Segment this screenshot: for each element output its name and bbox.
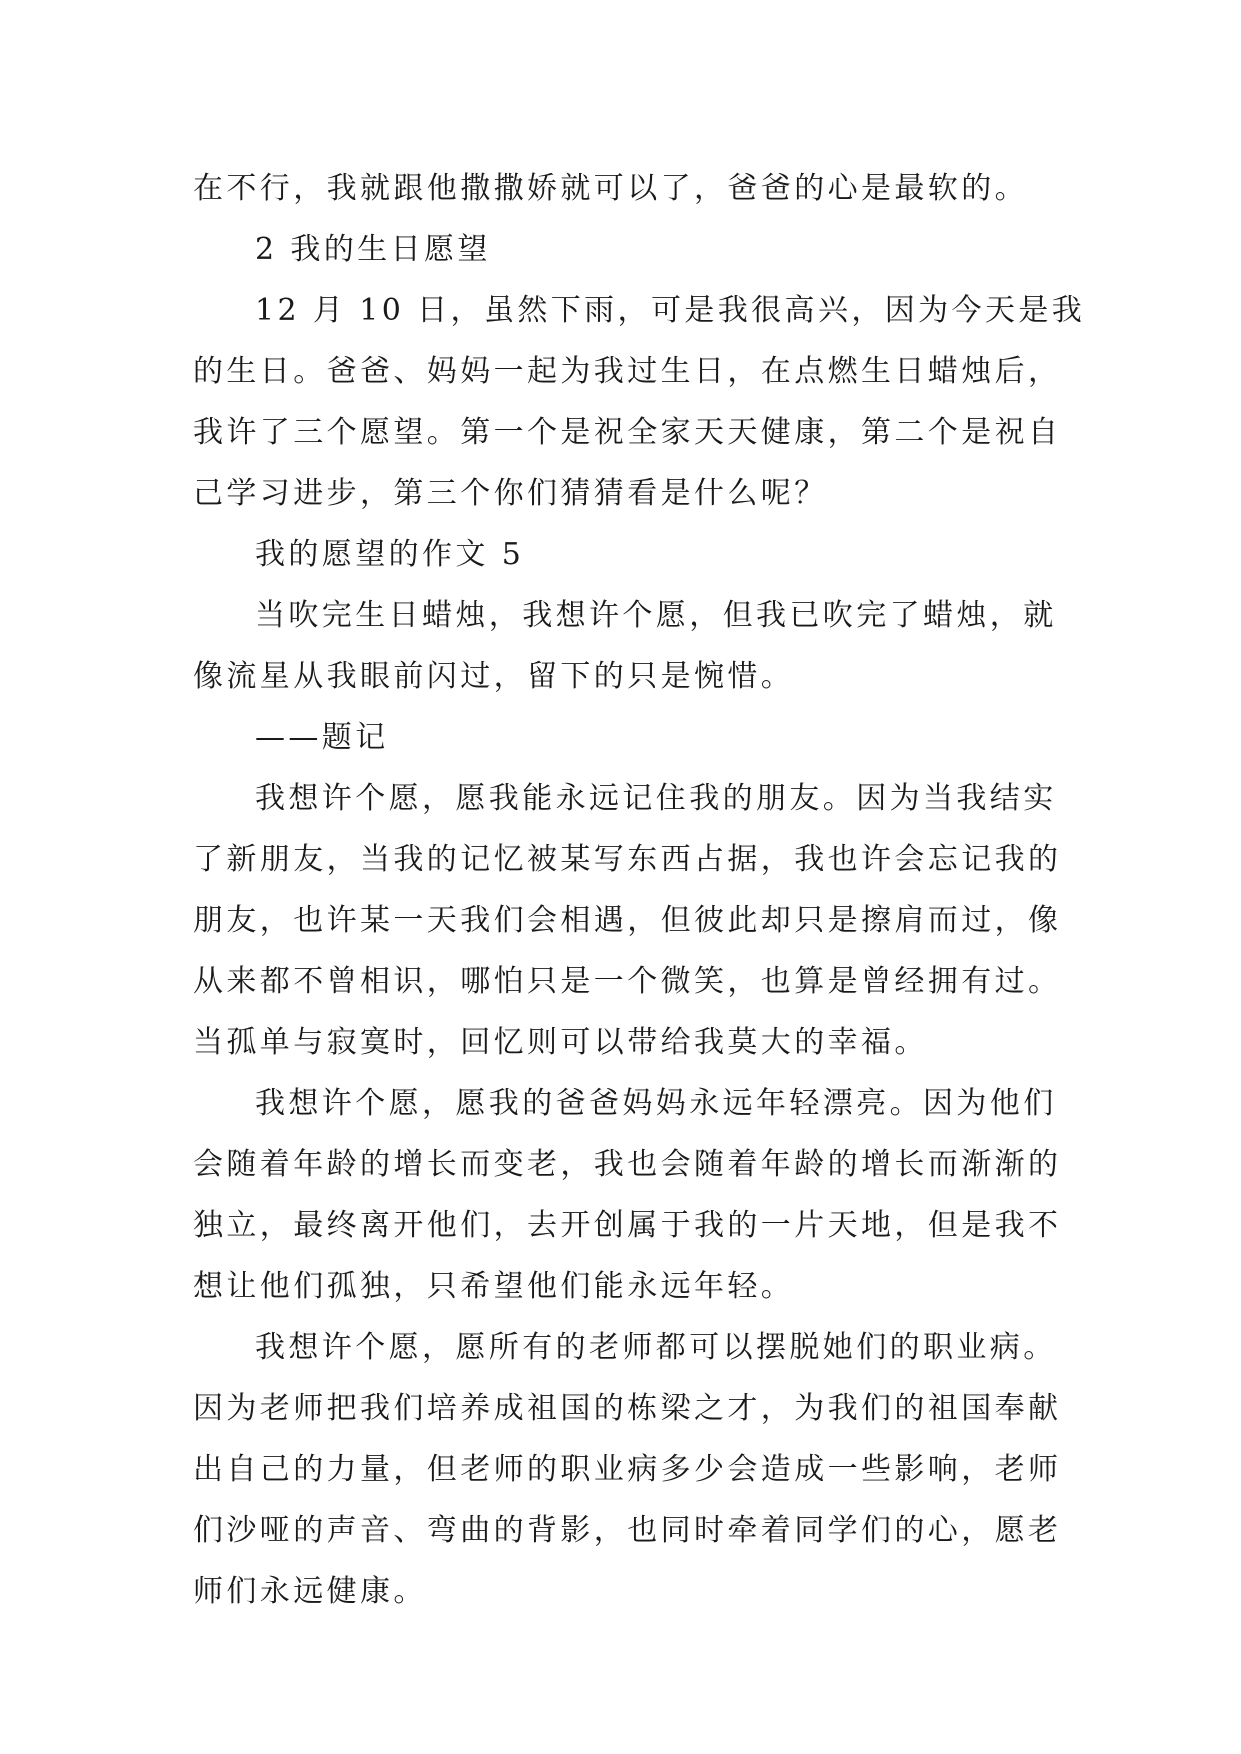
text-line: 我想许个愿，愿我能永远记住我的朋友。因为当我结实 — [255, 781, 1057, 816]
text-line: 会随着年龄的增长而变老，我也会随着年龄的增长而渐渐的 — [193, 1147, 1062, 1182]
text-line: 在不行，我就跟他撒撒娇就可以了，爸爸的心是最软的。 — [193, 171, 1028, 206]
text-line: 我许了三个愿望。第一个是祝全家天天健康，第二个是祝自 — [193, 415, 1062, 450]
text-line: 我的愿望的作文 5 — [255, 537, 525, 572]
text-line: 我想许个愿，愿我的爸爸妈妈永远年轻漂亮。因为他们 — [255, 1086, 1057, 1121]
text-line: 师们永远健康。 — [193, 1574, 427, 1609]
text-line: 当吹完生日蜡烛，我想许个愿，但我已吹完了蜡烛，就 — [255, 598, 1057, 633]
text-line: 从来都不曾相识，哪怕只是一个微笑，也算是曾经拥有过。 — [193, 964, 1062, 999]
document-body — [193, 158, 1086, 1622]
text-line: 12 月 10 日，虽然下雨，可是我很高兴，因为今天是我 — [255, 293, 1086, 328]
text-line: 己学习进步，第三个你们猜猜看是什么呢？ — [193, 476, 828, 511]
text-line: 独立，最终离开他们，去开创属于我的一片天地，但是我不 — [193, 1208, 1062, 1243]
text-line: 想让他们孤独，只希望他们能永远年轻。 — [193, 1269, 795, 1304]
text-line: ——题记 — [255, 720, 389, 755]
text-line: 了新朋友，当我的记忆被某写东西占据，我也许会忘记我的 — [193, 842, 1062, 877]
text-line: 出自己的力量，但老师的职业病多少会造成一些影响，老师 — [193, 1452, 1062, 1487]
text-line: 我想许个愿，愿所有的老师都可以摆脱她们的职业病。 — [255, 1330, 1057, 1365]
text-line: 像流星从我眼前闪过，留下的只是惋惜。 — [193, 659, 795, 694]
text-line: 2 我的生日愿望 — [255, 232, 491, 267]
text-line: 的生日。爸爸、妈妈一起为我过生日，在点燃生日蜡烛后， — [193, 354, 1062, 389]
text-line: 当孤单与寂寞时，回忆则可以带给我莫大的幸福。 — [193, 1025, 928, 1060]
text-line: 因为老师把我们培养成祖国的栋梁之才，为我们的祖国奉献 — [193, 1391, 1062, 1426]
text-line: 朋友，也许某一天我们会相遇，但彼此却只是擦肩而过，像 — [193, 903, 1062, 938]
text-line: 们沙哑的声音、弯曲的背影，也同时牵着同学们的心，愿老 — [193, 1513, 1062, 1548]
